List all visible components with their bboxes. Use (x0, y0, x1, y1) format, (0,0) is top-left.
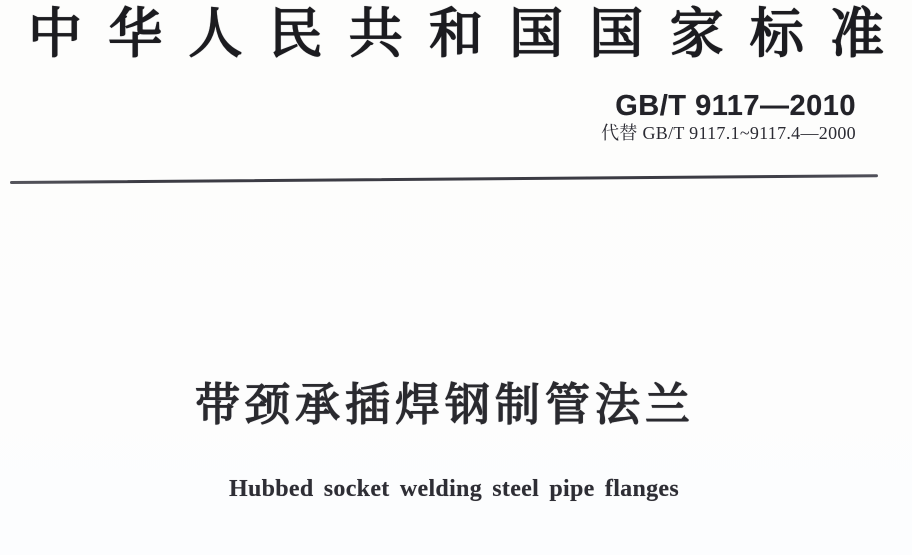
standard-code-block (601, 90, 856, 144)
national-standard-heading: 中华人民共和国国家标准 (28, 4, 884, 64)
header-divider-line (10, 174, 878, 184)
document-title-english: Hubbed socket welding steel pipe flanges (228, 476, 680, 502)
standard-code: GB/T 9117—2010 (615, 90, 856, 122)
replaces-note: 代替 GB/T 9117.1~9117.4—2000 (601, 123, 856, 143)
document-title-chinese: 带颈承插焊钢制管法兰 (194, 379, 695, 430)
